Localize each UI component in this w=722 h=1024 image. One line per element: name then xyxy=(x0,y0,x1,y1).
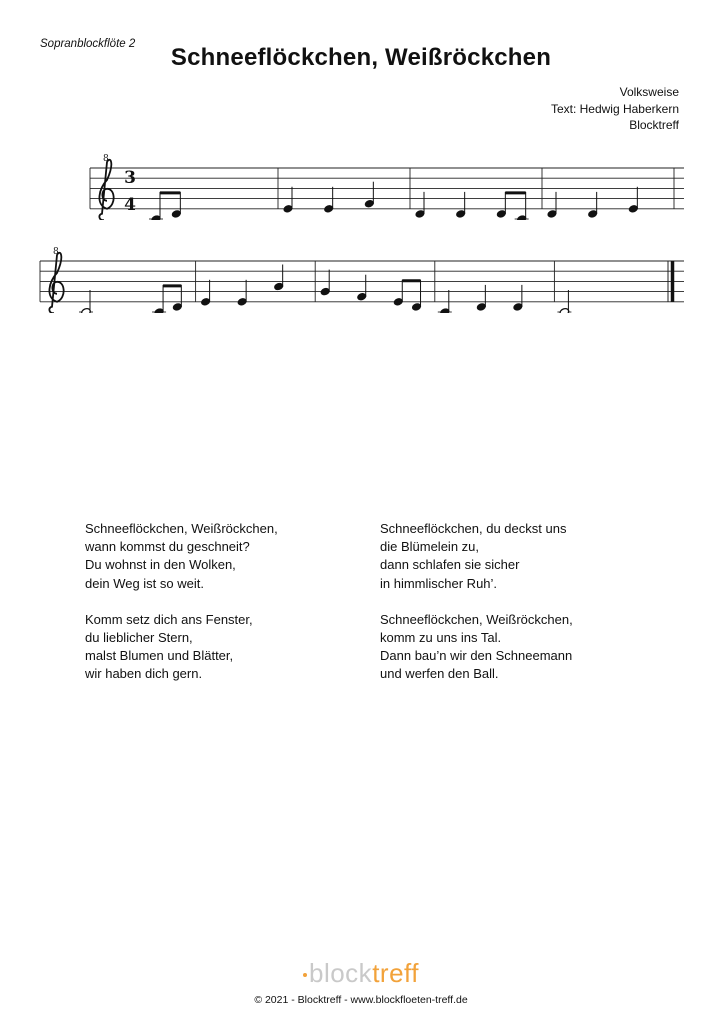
lyrics-line: in himmlischer Ruh’. xyxy=(380,575,498,591)
lyrics-verse-3 xyxy=(380,520,573,593)
lyrics-line: komm zu uns ins Tal. xyxy=(380,630,502,646)
clef-shape xyxy=(49,253,63,313)
lyrics-line: und werfen den Ball. xyxy=(380,666,499,682)
lyrics-line: die Blümelein zu, xyxy=(380,539,479,555)
credit-publisher: Blocktreff xyxy=(629,118,679,132)
logo-text-block: block xyxy=(308,958,373,988)
lyrics-verse-4 xyxy=(380,611,573,684)
lyrics-verse-2 xyxy=(85,611,278,684)
lyrics-line: dein Weg ist so weit. xyxy=(85,575,204,591)
time-signature-bottom: 4 xyxy=(124,194,136,215)
instrument-label: Sopranblockflöte 2 xyxy=(40,38,136,50)
lyrics-line: dann schlafen sie sicher xyxy=(380,557,520,573)
lyrics-line: wir haben dich gern. xyxy=(85,666,203,682)
copyright-footer: © 2021 - Blocktreff - www.blockfloeten-treff.de xyxy=(254,994,468,1006)
clef-octave-mark: 8 xyxy=(103,154,109,164)
treble-8va-clef-icon xyxy=(99,160,113,220)
lyrics-line: Schneeflöckchen, Weißröckchen, xyxy=(85,521,278,536)
music-system-1 xyxy=(0,150,722,220)
lyrics-line: Schneeflöckchen, Weißröckchen, xyxy=(380,611,573,627)
lyrics-line: du lieblicher Stern, xyxy=(85,630,193,646)
credit-melody: Volksweise xyxy=(619,85,679,99)
logo-text-treff: treff xyxy=(372,958,420,988)
lyrics-column-right xyxy=(380,520,573,702)
music-system-2 xyxy=(0,243,722,313)
lyrics-line: malst Blumen und Blätter, xyxy=(85,648,234,664)
lyrics-line: Du wohnst in den Wolken, xyxy=(85,557,236,573)
page-title: Schneeflöckchen, Weißröckchen xyxy=(170,44,552,71)
lyrics-verse-1 xyxy=(85,520,278,593)
credits xyxy=(551,84,679,134)
clef-octave-mark: 8 xyxy=(53,247,59,257)
lyrics-line: Schneeflöckchen, du deckst uns xyxy=(380,521,567,536)
blocktreff-logo xyxy=(0,958,722,989)
time-signature-top: 3 xyxy=(124,168,136,189)
lyrics-line: Komm setz dich ans Fenster, xyxy=(85,611,253,627)
credit-text: Text: Hedwig Haberkern xyxy=(550,101,679,116)
logo-dot-icon xyxy=(303,973,307,977)
clef-shape xyxy=(99,160,113,220)
lyrics-line: Dann bau’n wir den Schneemann xyxy=(380,648,573,664)
lyrics-column-left xyxy=(85,520,278,702)
lyrics-line: wann kommst du geschneit? xyxy=(85,539,250,555)
treble-8va-clef-icon xyxy=(49,253,63,313)
